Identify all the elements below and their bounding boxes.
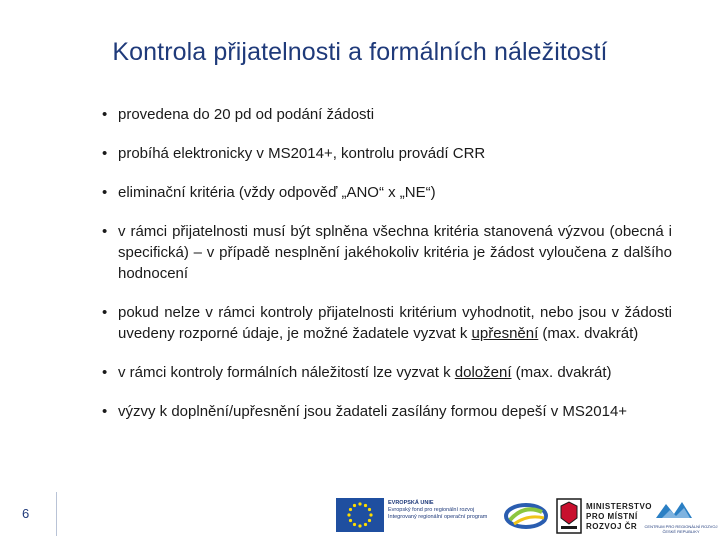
bullet-text: provedena do 20 pd od podání žádosti: [118, 106, 375, 123]
eu-text: [388, 500, 498, 521]
bullet-text: výzvy k doplnění/upřesnění jsou žadateli zasílány formou depeší v MS2014+: [118, 403, 628, 420]
bullet-list: [100, 104, 672, 440]
ministry-emblem-icon: [556, 498, 582, 534]
ministry-text-line: PRO MÍSTNÍ: [586, 512, 638, 521]
eu-flag-icon: [336, 498, 384, 532]
bullet-item: [100, 221, 672, 284]
crr-text: [642, 524, 720, 534]
underlined-term: upřesnění: [471, 325, 539, 342]
eu-text-line: Integrovaný regionální operační program: [388, 514, 488, 520]
logo-strip: [336, 494, 720, 538]
ministry-text-line: MINISTERSTVO: [586, 502, 653, 511]
crr-text-line: ČESKÉ REPUBLIKY: [662, 529, 700, 534]
bullet-text: eliminační kritéria (vždy odpověď „ANO“ x „NE“): [118, 184, 436, 201]
crr-logo-icon: [654, 498, 694, 522]
crr-text-line: CENTRUM PRO REGIONÁLNÍ ROZVOJ: [644, 524, 718, 529]
bullet-text: v rámci přijatelnosti musí být splněna všechna kritéria stanovená výzvou (obecná i specifická) – v případě nesplnění jakéhokoliv kritéria je žádost vyloučena z dalšího hodnocení: [118, 223, 672, 282]
bullet-item: [100, 182, 672, 203]
bullet-text-before: v rámci kontroly formálních náležitostí lze vyzvat k: [118, 364, 455, 381]
footer-divider: [56, 492, 57, 536]
underlined-term: doložení: [454, 364, 512, 381]
bullet-item: [100, 143, 672, 164]
ministry-text-line: ROZVOJ ČR: [586, 522, 638, 531]
bullet-text-after: (max. dvakrát): [511, 364, 612, 381]
page-number: 6: [22, 506, 30, 521]
bullet-text: probíhá elektronicky v MS2014+, kontrolu provádí CRR: [118, 145, 486, 162]
bullet-text-before: pokud nelze v rámci kontroly přijatelnosti kritérium vyhodnotit, nebo jsou v žádosti uvedeny rozporné údaje, je možné žadatele vyzvat k: [118, 304, 672, 342]
bullet-item: [100, 104, 672, 125]
eu-text-line: EVROPSKÁ UNIE: [388, 500, 434, 506]
eu-text-line: Evropský fond pro regionální rozvoj: [388, 507, 475, 513]
irop-swirl-icon: [504, 502, 548, 530]
bullet-item: [100, 302, 672, 344]
bullet-item: [100, 362, 672, 383]
bullet-text-after: (max. dvakrát): [538, 325, 639, 342]
slide-title: Kontrola přijatelnosti a formálních náležitostí: [112, 38, 608, 66]
bullet-item: [100, 401, 672, 422]
